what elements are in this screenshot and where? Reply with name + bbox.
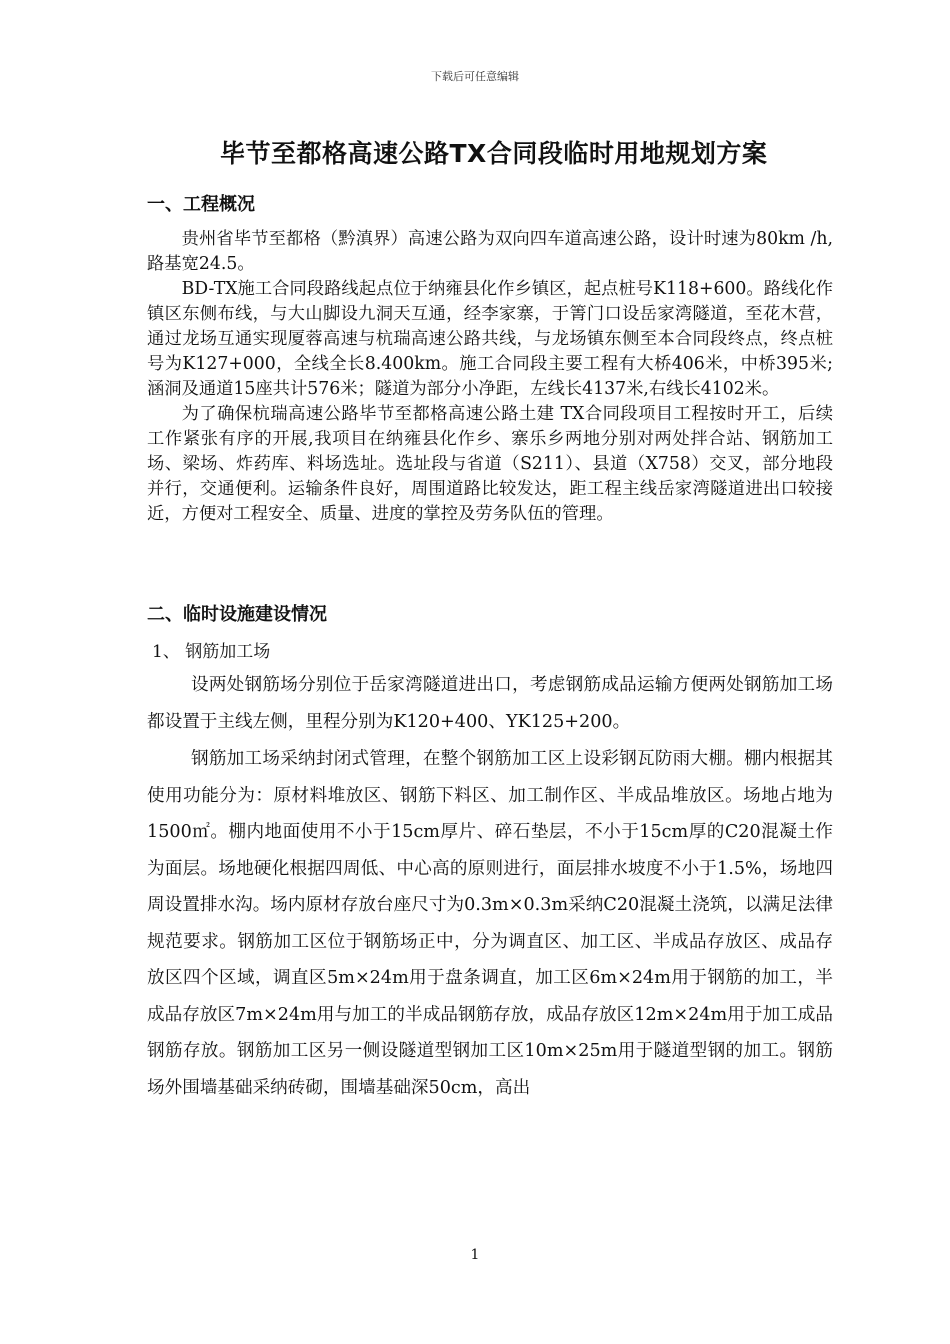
paragraph: 钢筋加工场采纳封闭式管理，在整个钢筋加工区上设彩钢瓦防雨大棚。棚内根据其使用功能分为：原材料堆放区、钢筋下料区、加工制作区、半成品堆放区。场地占地为1500㎡。棚内地面使用不小于15cm厚片、碎石垫层，不小于15cm厚的C20混凝土作为面层。场地硬化根据四周低、中心高的原则进行，面层排水坡度不小于1.5%，场地四周设置排水沟。场内原材存放台座尺寸为0.3m×0.3m采纳C20混凝土浇筑，以满足法律规范要求。钢筋加工区位于钢筋场正中，分为调直区、加工区、半成品存放区、成品存放区四个区域，调直区5m×24m用于盘条调直，加工区6m×24m用于钢筋的加工，半成品存放区7m×24m用与加工的半成品钢筋存放，成品存放区12m×24m用于加工成品钢筋存放。钢筋加工区另一侧设隧道型钢加工区10m×25m用于隧道型钢的加工。钢筋场外围墙基础采纳砖砌，围墙基础深50cm，高出 [147,749,833,1098]
paragraph: 贵州省毕节至都格（黔滇界）高速公路为双向四车道高速公路，设计时速为80km /h,路基宽24.5。 [147,229,833,274]
document-title: 毕节至都格高速公路TX合同段临时用地规划方案 [220,139,768,168]
sub-heading-rebar-yard: 1、 钢筋加工场 [152,642,271,662]
paragraph: 为了确保杭瑞高速公路毕节至都格高速公路土建 TX合同段项目工程按时开工，后续工作紧张有序的开展,我项目在纳雍县化作乡、寨乐乡两地分别对两处拌合站、钢筋加工场、梁场、炸药库、料场选址。选址段与省道（S211）、县道（X758）交叉，部分地段并行，交通便利。运输条件良好，周围道路比较发达，距工程主线岳家湾隧道进出口较接近，方便对工程安全、质量、进度的掌控及劳务队伍的管理。 [147,404,833,524]
section-heading-facilities: 二、临时设施建设情况 [147,604,327,625]
section-heading-overview: 一、工程概况 [147,194,255,215]
paragraph: 设两处钢筋场分别位于岳家湾隧道进出口，考虑钢筋成品运输方便两处钢筋加工场都设置于主线左侧，里程分别为K120+400、YK125+200。 [147,675,833,732]
paragraph: BD-TX施工合同段路线起点位于纳雍县化作乡镇区，起点桩号K118+600。路线化作镇区东侧布线，与大山脚设九洞天互通，经李家寨，于箐门口设岳家湾隧道，至花木营，通过龙场互通实现厦蓉高速与杭瑞高速公路共线，与龙场镇东侧至本合同段终点，终点桩号为K127+000，全线全长8.400km。施工合同段主要工程有大桥406米，中桥395米;涵洞及通道15座共计576米；隧道为部分小净距，左线长4137米,右线长4102米。 [147,279,833,399]
section-body-rebar-yard [147,667,833,1106]
section-body-overview [147,227,833,527]
page-number: 1 [470,1247,480,1263]
header-note: 下载后可任意编辑 [431,70,519,83]
